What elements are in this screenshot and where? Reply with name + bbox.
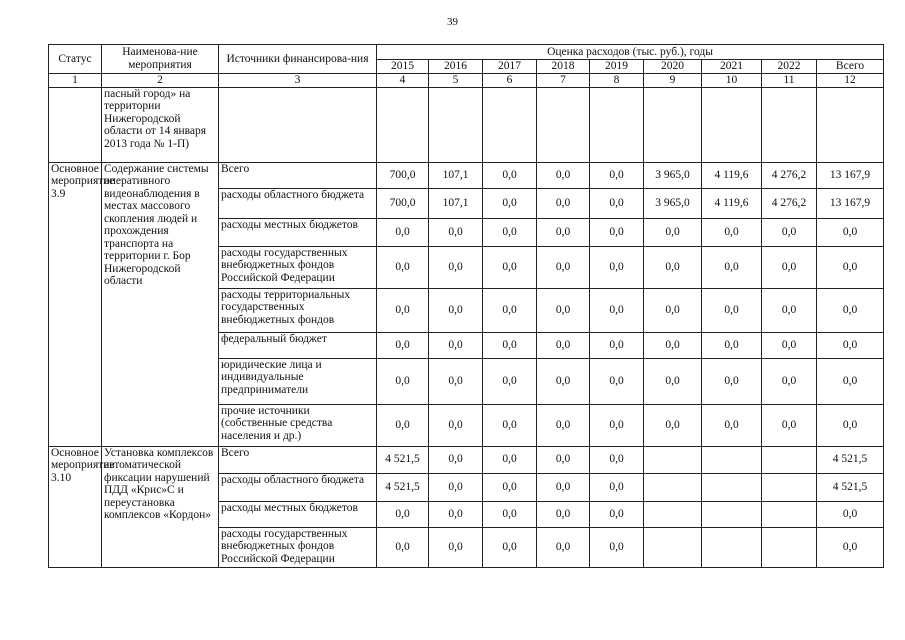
value-cell: 0,0 [429, 246, 483, 288]
value-cell: 0,0 [644, 218, 702, 246]
value-cell: 0,0 [377, 288, 429, 332]
value-cell [762, 446, 817, 473]
value-cell: 0,0 [590, 473, 644, 501]
value-cell: 0,0 [537, 404, 590, 446]
value-cell: 0,0 [537, 332, 590, 358]
value-cell: 0,0 [590, 527, 644, 567]
header-status: Статус [49, 45, 102, 74]
value-cell: 0,0 [377, 218, 429, 246]
column-index: 5 [429, 73, 483, 87]
continuation-row [49, 87, 884, 162]
value-cell: 0,0 [590, 188, 644, 218]
value-cell [702, 501, 762, 527]
value-cell: 0,0 [377, 246, 429, 288]
value-cell: 0,0 [590, 358, 644, 404]
value-cell: 0,0 [590, 288, 644, 332]
value-cell: 0,0 [702, 218, 762, 246]
value-cell [762, 501, 817, 527]
total-cell: 0,0 [817, 246, 884, 288]
status-cell: Основное мероприятие 3.9 [49, 162, 102, 446]
year-header: 2019 [590, 60, 644, 74]
column-index: 3 [219, 73, 377, 87]
value-cell: 0,0 [429, 288, 483, 332]
value-cell: 0,0 [762, 332, 817, 358]
value-cell: 0,0 [590, 218, 644, 246]
value-cell: 0,0 [762, 288, 817, 332]
total-cell: 0,0 [817, 288, 884, 332]
total-cell: 0,0 [817, 332, 884, 358]
value-cell: 4 119,6 [702, 162, 762, 188]
value-cell: 0,0 [429, 527, 483, 567]
value-cell [644, 446, 702, 473]
value-cell: 0,0 [644, 288, 702, 332]
measure-name-cell: Содержание системы оперативного видеонаблюдения в местах массового скопления людей и прохождения транспорта на территории г. Бор Нижегородской области [102, 162, 219, 446]
value-cell: 3 965,0 [644, 188, 702, 218]
value-cell [644, 473, 702, 501]
column-index: 10 [702, 73, 762, 87]
value-cell: 0,0 [590, 332, 644, 358]
year-header: 2021 [702, 60, 762, 74]
value-cell: 0,0 [537, 501, 590, 527]
value-cell: 0,0 [702, 404, 762, 446]
year-header: 2015 [377, 60, 429, 74]
page-number: 39 [447, 16, 458, 28]
header-sources: Источники финансирова-ния [219, 45, 377, 74]
value-cell: 0,0 [702, 358, 762, 404]
value-cell: 0,0 [483, 473, 537, 501]
value-cell: 0,0 [483, 527, 537, 567]
year-header: 2018 [537, 60, 590, 74]
value-cell: 107,1 [429, 188, 483, 218]
value-cell: 0,0 [483, 404, 537, 446]
funding-source-cell: расходы местных бюджетов [219, 218, 377, 246]
total-cell: 13 167,9 [817, 188, 884, 218]
column-index: 4 [377, 73, 429, 87]
value-cell: 0,0 [590, 501, 644, 527]
funding-source-cell: расходы областного бюджета [219, 188, 377, 218]
value-cell [644, 501, 702, 527]
value-cell [702, 446, 762, 473]
value-cell: 0,0 [429, 404, 483, 446]
value-cell: 0,0 [644, 332, 702, 358]
value-cell: 0,0 [483, 332, 537, 358]
total-cell: 0,0 [817, 358, 884, 404]
funding-source-cell: расходы государственных внебюджетных фондов Российской Федерации [219, 246, 377, 288]
column-index: 11 [762, 73, 817, 87]
value-cell: 0,0 [590, 162, 644, 188]
value-cell: 107,1 [429, 162, 483, 188]
value-cell: 0,0 [590, 404, 644, 446]
value-cell: 0,0 [590, 246, 644, 288]
funding-source-cell: расходы местных бюджетов [219, 501, 377, 527]
total-header: Всего [817, 60, 884, 74]
continuation-name: пасный город» на территории Нижегородской области от 14 января 2013 года № 1-П) [102, 87, 219, 162]
value-cell: 4 119,6 [702, 188, 762, 218]
value-cell: 0,0 [429, 473, 483, 501]
table-row [49, 446, 884, 473]
value-cell: 0,0 [537, 162, 590, 188]
header-estimate: Оценка расходов (тыс. руб.), годы [377, 45, 884, 60]
column-index: 7 [537, 73, 590, 87]
value-cell: 4 521,5 [377, 473, 429, 501]
value-cell: 0,0 [483, 288, 537, 332]
value-cell: 0,0 [483, 501, 537, 527]
column-index: 8 [590, 73, 644, 87]
column-index: 12 [817, 73, 884, 87]
value-cell [762, 473, 817, 501]
value-cell: 0,0 [537, 288, 590, 332]
value-cell: 0,0 [762, 404, 817, 446]
value-cell: 0,0 [644, 358, 702, 404]
value-cell [644, 527, 702, 567]
value-cell: 0,0 [377, 332, 429, 358]
table-row [49, 162, 884, 188]
column-index: 2 [102, 73, 219, 87]
value-cell: 0,0 [377, 527, 429, 567]
status-cell: Основное мероприятие 3.10 [49, 446, 102, 567]
value-cell: 0,0 [429, 332, 483, 358]
value-cell: 0,0 [483, 246, 537, 288]
total-cell: 4 521,5 [817, 473, 884, 501]
measure-name-cell: Установка комплексов автоматической фиксации нарушений ПДД «Крис»С и переустановка комплексов «Кордон» [102, 446, 219, 567]
value-cell: 0,0 [377, 501, 429, 527]
value-cell: 0,0 [762, 358, 817, 404]
value-cell: 0,0 [644, 246, 702, 288]
value-cell: 700,0 [377, 162, 429, 188]
value-cell: 0,0 [702, 246, 762, 288]
funding-source-cell: расходы областного бюджета [219, 473, 377, 501]
value-cell: 0,0 [537, 188, 590, 218]
header-name: Наименова-ние мероприятия [102, 45, 219, 74]
value-cell: 0,0 [762, 246, 817, 288]
value-cell: 0,0 [483, 162, 537, 188]
value-cell [702, 473, 762, 501]
value-cell: 0,0 [483, 358, 537, 404]
column-index: 6 [483, 73, 537, 87]
total-cell: 0,0 [817, 527, 884, 567]
funding-source-cell: Всего [219, 162, 377, 188]
value-cell: 0,0 [537, 446, 590, 473]
expense-table [48, 44, 884, 568]
value-cell: 0,0 [377, 404, 429, 446]
funding-source-cell: прочие источники (собственные средства населения и др.) [219, 404, 377, 446]
funding-source-cell: федеральный бюджет [219, 332, 377, 358]
total-cell: 13 167,9 [817, 162, 884, 188]
value-cell: 0,0 [377, 358, 429, 404]
total-cell: 0,0 [817, 404, 884, 446]
value-cell [762, 527, 817, 567]
value-cell: 0,0 [429, 218, 483, 246]
value-cell: 0,0 [762, 218, 817, 246]
total-cell: 0,0 [817, 218, 884, 246]
value-cell: 700,0 [377, 188, 429, 218]
column-index: 1 [49, 73, 102, 87]
value-cell: 0,0 [537, 246, 590, 288]
value-cell: 4 276,2 [762, 188, 817, 218]
funding-source-cell: расходы государственных внебюджетных фондов Российской Федерации [219, 527, 377, 567]
value-cell: 4 521,5 [377, 446, 429, 473]
value-cell: 0,0 [537, 358, 590, 404]
funding-source-cell: юридические лица и индивидуальные предприниматели [219, 358, 377, 404]
value-cell: 0,0 [429, 446, 483, 473]
status-cell [49, 87, 102, 162]
value-cell: 0,0 [702, 332, 762, 358]
year-header: 2022 [762, 60, 817, 74]
column-index: 9 [644, 73, 702, 87]
value-cell: 0,0 [537, 527, 590, 567]
value-cell: 0,0 [483, 446, 537, 473]
value-cell: 4 276,2 [762, 162, 817, 188]
value-cell: 0,0 [702, 288, 762, 332]
value-cell: 0,0 [537, 473, 590, 501]
value-cell: 0,0 [483, 218, 537, 246]
year-header: 2020 [644, 60, 702, 74]
value-cell: 0,0 [429, 358, 483, 404]
value-cell [702, 527, 762, 567]
total-cell: 4 521,5 [817, 446, 884, 473]
value-cell: 0,0 [590, 446, 644, 473]
year-header: 2016 [429, 60, 483, 74]
year-header: 2017 [483, 60, 537, 74]
value-cell: 0,0 [537, 218, 590, 246]
funding-source-cell: Всего [219, 446, 377, 473]
value-cell: 0,0 [483, 188, 537, 218]
value-cell: 0,0 [644, 404, 702, 446]
funding-source-cell: расходы территориальных государственных внебюджетных фондов [219, 288, 377, 332]
total-cell: 0,0 [817, 501, 884, 527]
value-cell: 3 965,0 [644, 162, 702, 188]
value-cell: 0,0 [429, 501, 483, 527]
